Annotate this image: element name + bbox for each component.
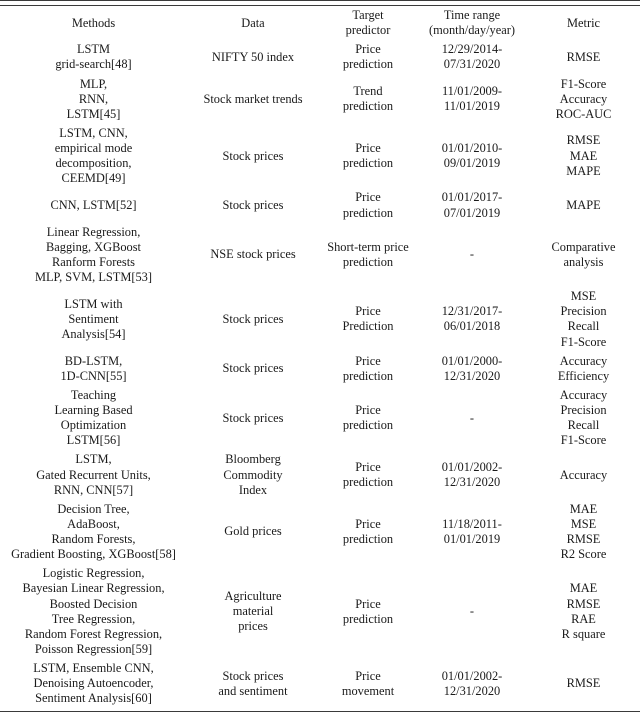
- cell-line: prediction: [342, 205, 394, 220]
- cell-line: Price: [355, 596, 381, 611]
- table-cell-metric: [527, 352, 640, 386]
- table-cell-data: [187, 223, 319, 288]
- table-cell-data: [187, 124, 319, 189]
- table-row: [0, 386, 640, 451]
- table-cell-methods: [0, 564, 187, 659]
- table-row: [0, 75, 640, 124]
- cell-line: NIFTY 50 index: [211, 49, 295, 64]
- table-cell-target: [319, 223, 417, 288]
- empty-value-dash: -: [469, 604, 475, 619]
- table-cell-metric: [527, 386, 640, 451]
- cell-line: Stock prices: [222, 668, 284, 683]
- cell-line: Short-term price: [327, 239, 409, 254]
- table-cell-data: [187, 40, 319, 74]
- table-cell-methods: [0, 40, 187, 74]
- cell-line: CNN, LSTM[52]: [50, 197, 137, 212]
- cell-line: Accuracy: [559, 91, 608, 106]
- cell-line: MAPE: [566, 197, 601, 212]
- table-cell-methods: [0, 124, 187, 189]
- table-cell-target: [319, 124, 417, 189]
- table-cell-methods: [0, 500, 187, 565]
- table-cell-metric: [527, 124, 640, 189]
- column-header-line: Time range: [443, 8, 501, 22]
- cell-line: Boosted Decision: [49, 596, 138, 611]
- cell-line: prediction: [342, 475, 394, 490]
- cell-line: LSTM,: [75, 452, 112, 467]
- table-cell-target: [319, 188, 417, 222]
- cell-line: 09/01/2019: [443, 156, 501, 171]
- table-row: [0, 659, 640, 708]
- table-row: [0, 40, 640, 74]
- table-cell-methods: [0, 386, 187, 451]
- cell-line: RAE: [571, 611, 596, 626]
- cell-line: MAE: [569, 581, 598, 596]
- cell-line: prices: [238, 619, 268, 634]
- table-cell-time: [417, 386, 527, 451]
- table-cell-time: [417, 75, 527, 124]
- cell-line: Precision: [560, 403, 607, 417]
- table-cell-methods: [0, 75, 187, 124]
- cell-line: 11/01/2019: [444, 99, 500, 114]
- cell-line: Gated Recurrent Units,: [36, 467, 151, 482]
- column-header-line: predictor: [345, 23, 391, 38]
- table-cell-target: [319, 352, 417, 386]
- cell-line: ROC-AUC: [555, 106, 612, 121]
- cell-line: RNN,: [78, 91, 109, 106]
- table-row: [0, 124, 640, 189]
- cell-line: LSTM with: [64, 296, 123, 311]
- table-cell-target: [319, 500, 417, 565]
- cell-line: Ranform Forests: [52, 254, 135, 269]
- cell-line: LSTM: [76, 42, 111, 57]
- cell-line: grid-search[48]: [55, 57, 132, 72]
- cell-line: analysis: [563, 254, 604, 269]
- table-cell-methods: [0, 352, 187, 386]
- cell-line: LSTM, CNN,: [59, 125, 128, 140]
- cell-line: BD-LSTM,: [64, 353, 123, 368]
- table-cell-data: [187, 352, 319, 386]
- cell-line: Sentiment: [68, 311, 119, 326]
- empty-value-dash: -: [469, 410, 475, 425]
- table-cell-data: [187, 386, 319, 451]
- table-cell-data: [187, 75, 319, 124]
- cell-line: prediction: [342, 57, 394, 72]
- cell-line: Price: [355, 304, 381, 319]
- cell-line: Index: [238, 482, 268, 497]
- cell-line: Stock prices: [222, 148, 284, 163]
- column-header-line: Target: [352, 8, 384, 22]
- cell-line: Stock prices: [222, 311, 284, 326]
- table-cell-methods: [0, 223, 187, 288]
- table-cell-time: [417, 223, 527, 288]
- cell-line: CEEMD[49]: [61, 171, 126, 186]
- table-header-row: [0, 6, 640, 40]
- cell-line: Gradient Boosting, XGBoost[58]: [11, 547, 176, 562]
- table-row: [0, 287, 640, 352]
- cell-line: LSTM, Ensemble CNN,: [33, 661, 154, 675]
- cell-line: Bayesian Linear Regression,: [22, 581, 165, 596]
- cell-line: Price: [355, 190, 381, 205]
- cell-line: Recall: [567, 418, 600, 433]
- cell-line: and sentiment: [218, 683, 288, 698]
- table-cell-methods: [0, 659, 187, 708]
- cell-line: 01/01/2019: [443, 532, 501, 546]
- cell-line: Accuracy: [559, 467, 608, 482]
- column-header-methods: [0, 6, 187, 40]
- table-cell-target: [319, 40, 417, 74]
- table-cell-metric: [527, 75, 640, 124]
- cell-line: Accuracy: [559, 387, 608, 402]
- cell-line: Price: [355, 668, 381, 683]
- cell-line: NSE stock prices: [210, 247, 296, 262]
- cell-line: Denoising Autoencoder,: [33, 676, 154, 691]
- table-cell-methods: [0, 287, 187, 352]
- cell-line: 12/31/2017-: [441, 304, 503, 319]
- table-cell-time: [417, 287, 527, 352]
- table-cell-metric: [527, 40, 640, 74]
- cell-line: 01/01/2010-: [441, 141, 503, 155]
- table-cell-time: [417, 564, 527, 659]
- cell-line: MSE: [570, 289, 597, 304]
- column-header-metric: [527, 6, 640, 40]
- table-cell-metric: [527, 287, 640, 352]
- cell-line: 07/31/2020: [443, 57, 501, 72]
- table-cell-target: [319, 659, 417, 708]
- cell-line: Learning Based: [54, 403, 133, 417]
- cell-line: Decision Tree,: [57, 501, 130, 516]
- table-cell-metric: [527, 450, 640, 499]
- cell-line: MLP, SVM, LSTM[53]: [34, 270, 153, 284]
- cell-line: RNN, CNN[57]: [53, 482, 134, 497]
- table-cell-methods: [0, 188, 187, 222]
- cell-line: Random Forests,: [51, 532, 136, 546]
- cell-line: Agriculture: [224, 588, 282, 603]
- cell-line: prediction: [342, 418, 394, 433]
- cell-line: Accuracy: [559, 353, 608, 368]
- cell-line: Comparative: [551, 239, 616, 254]
- cell-line: material: [232, 604, 274, 619]
- cell-line: Commodity: [223, 467, 283, 482]
- cell-line: Logistic Regression,: [42, 566, 145, 581]
- cell-line: Precision: [560, 304, 607, 319]
- cell-line: 1D-CNN[55]: [60, 368, 127, 383]
- table-cell-data: [187, 450, 319, 499]
- cell-line: MAE: [569, 148, 598, 163]
- column-header-target-predictor: [319, 6, 417, 40]
- cell-line: Stock prices: [222, 410, 284, 425]
- table-cell-target: [319, 450, 417, 499]
- cell-line: 12/31/2020: [443, 368, 501, 383]
- cell-line: AdaBoost,: [67, 516, 120, 531]
- table-row: [0, 188, 640, 222]
- table-row: [0, 352, 640, 386]
- cell-line: decomposition,: [55, 156, 132, 171]
- cell-line: RMSE: [566, 49, 601, 64]
- cell-line: 12/29/2014-: [441, 42, 503, 57]
- cell-line: Price: [355, 459, 381, 474]
- cell-line: Tree Regression,: [51, 611, 136, 626]
- cell-line: prediction: [342, 99, 394, 114]
- cell-line: RMSE: [566, 532, 601, 546]
- cell-line: Bloomberg: [225, 452, 281, 467]
- cell-line: prediction: [342, 532, 394, 546]
- cell-line: Prediction: [342, 319, 394, 334]
- table-cell-time: [417, 450, 527, 499]
- cell-line: 01/01/2000-: [441, 353, 503, 368]
- table-cell-metric: [527, 564, 640, 659]
- cell-line: 01/01/2002-: [441, 459, 503, 474]
- cell-line: R square: [561, 626, 606, 641]
- cell-line: 11/18/2011-: [442, 516, 502, 531]
- table-row: [0, 500, 640, 565]
- table-cell-data: [187, 659, 319, 708]
- cell-line: F1-Score: [560, 76, 607, 91]
- cell-line: prediction: [342, 611, 394, 626]
- cell-line: MAPE: [566, 163, 601, 178]
- cell-line: MAE: [569, 501, 598, 516]
- table-bottom-double-rule: [0, 708, 640, 712]
- column-header-line: (month/day/year): [428, 23, 515, 38]
- cell-line: Price: [355, 353, 381, 368]
- cell-line: Stock prices: [222, 361, 284, 376]
- table-cell-data: [187, 188, 319, 222]
- table-cell-time: [417, 659, 527, 708]
- cell-line: 07/01/2019: [443, 205, 501, 220]
- table-body: [0, 40, 640, 708]
- cell-line: F1-Score: [560, 433, 607, 448]
- cell-line: Recall: [567, 319, 600, 334]
- cell-line: Price: [355, 141, 381, 155]
- cell-line: Trend: [353, 84, 383, 99]
- cell-line: Gold prices: [224, 524, 282, 539]
- cell-line: 11/01/2009-: [441, 84, 503, 99]
- table-cell-metric: [527, 659, 640, 708]
- table-cell-time: [417, 124, 527, 189]
- cell-line: prediction: [342, 368, 394, 383]
- cell-line: Stock prices: [222, 197, 284, 212]
- cell-line: Stock market trends: [203, 91, 303, 106]
- cell-line: movement: [341, 683, 395, 698]
- methods-comparison-table: [0, 6, 640, 708]
- table-cell-metric: [527, 223, 640, 288]
- cell-line: MSE: [570, 516, 597, 531]
- table-row: [0, 564, 640, 659]
- cell-line: MLP,: [79, 76, 108, 91]
- cell-line: RMSE: [566, 596, 601, 611]
- table-cell-target: [319, 386, 417, 451]
- table-cell-time: [417, 188, 527, 222]
- cell-line: F1-Score: [560, 334, 607, 349]
- cell-line: LSTM[45]: [66, 106, 121, 121]
- table-header: [0, 6, 640, 40]
- cell-line: Sentiment Analysis[60]: [35, 691, 152, 706]
- table-row: [0, 450, 640, 499]
- column-header-line: Data: [241, 15, 265, 30]
- cell-line: 06/01/2018: [443, 319, 501, 334]
- cell-line: Bagging, XGBoost: [46, 239, 141, 254]
- cell-line: Price: [355, 403, 381, 417]
- column-header-line: Methods: [71, 15, 116, 30]
- table-cell-target: [319, 564, 417, 659]
- cell-line: RMSE: [566, 133, 601, 148]
- table-cell-time: [417, 352, 527, 386]
- cell-line: Analysis[54]: [61, 326, 126, 341]
- cell-line: prediction: [342, 156, 394, 171]
- cell-line: Efficiency: [557, 368, 610, 383]
- table-cell-target: [319, 287, 417, 352]
- table-cell-time: [417, 40, 527, 74]
- table-cell-methods: [0, 450, 187, 499]
- cell-line: 01/01/2017-: [441, 190, 503, 205]
- column-header-data: [187, 6, 319, 40]
- table-cell-time: [417, 500, 527, 565]
- cell-line: LSTM[56]: [66, 433, 121, 448]
- cell-line: Random Forest Regression,: [24, 626, 163, 641]
- cell-line: RMSE: [566, 676, 601, 691]
- column-header-line: Metric: [566, 15, 601, 30]
- cell-line: Price: [355, 42, 381, 57]
- cell-line: Optimization: [60, 418, 127, 433]
- table-cell-data: [187, 287, 319, 352]
- cell-line: Teaching: [70, 387, 117, 402]
- table-cell-data: [187, 500, 319, 565]
- table-row: [0, 223, 640, 288]
- cell-line: Linear Regression,: [46, 224, 141, 239]
- cell-line: 12/31/2020: [443, 475, 501, 490]
- cell-line: empirical mode: [54, 141, 133, 155]
- empty-value-dash: -: [469, 247, 475, 262]
- cell-line: R2 Score: [560, 547, 607, 562]
- table-cell-metric: [527, 500, 640, 565]
- cell-line: 12/31/2020: [443, 683, 501, 698]
- cell-line: Poisson Regression[59]: [34, 641, 153, 656]
- table-cell-metric: [527, 188, 640, 222]
- cell-line: prediction: [342, 254, 394, 269]
- cell-line: Price: [355, 516, 381, 531]
- table-cell-data: [187, 564, 319, 659]
- cell-line: 01/01/2002-: [441, 668, 503, 683]
- column-header-time-range: [417, 6, 527, 40]
- table-cell-target: [319, 75, 417, 124]
